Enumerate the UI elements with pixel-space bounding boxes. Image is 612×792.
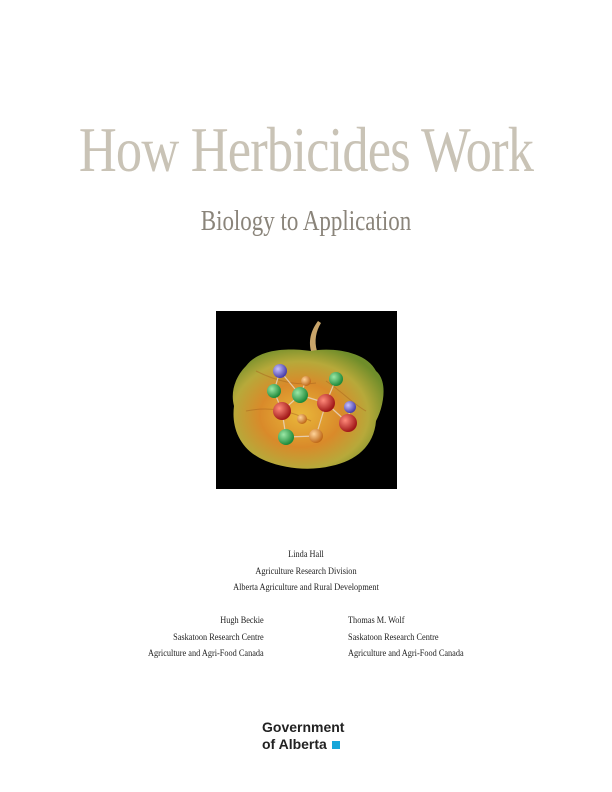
- author-centre: Saskatoon Research Centre: [348, 631, 439, 642]
- cover-illustration: [216, 311, 397, 489]
- logo-line-1: Government: [262, 719, 345, 735]
- author-organization: Agriculture and Agri-Food Canada: [348, 648, 464, 658]
- logo-square-icon: [332, 741, 340, 749]
- author-name: Thomas M. Wolf: [348, 615, 405, 625]
- author-name: Hugh Beckie: [220, 615, 264, 625]
- logo-line-2: of Alberta: [262, 736, 327, 752]
- logo-line-2-wrap: [262, 736, 344, 753]
- author-name: Linda Hall: [288, 549, 324, 559]
- left-author-block: [138, 612, 264, 662]
- right-author-block: [348, 612, 474, 662]
- author-centre: Saskatoon Research Centre: [173, 631, 264, 642]
- author-division: Agriculture Research Division: [255, 565, 357, 576]
- primary-author-block: [0, 546, 612, 596]
- document-subtitle: Biology to Application: [200, 206, 412, 237]
- government-of-alberta-logo: [262, 719, 344, 753]
- author-organization: Agriculture and Agri-Food Canada: [148, 648, 264, 658]
- document-title: How Herbicides Work: [78, 114, 534, 185]
- author-organization: Alberta Agriculture and Rural Development: [233, 582, 379, 592]
